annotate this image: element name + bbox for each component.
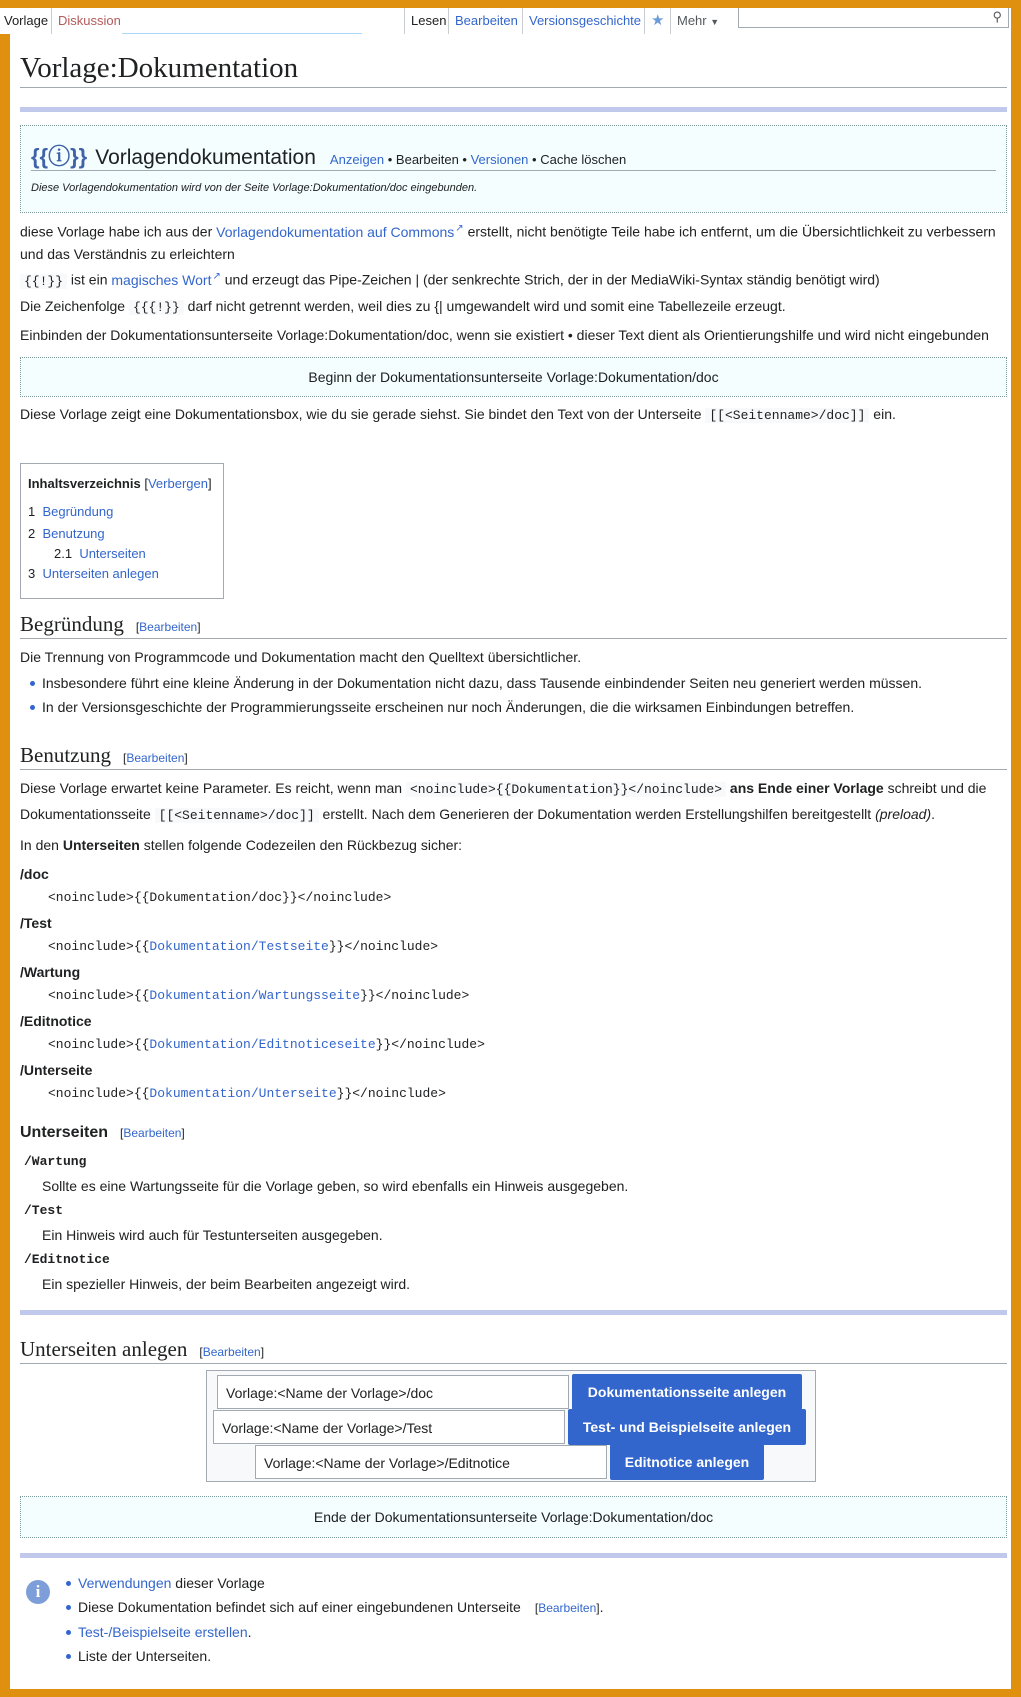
create-editnotice-button[interactable]: Editnotice anlegen [610,1444,764,1480]
doc-box-title: Vorlagendokumentation [95,146,316,169]
footer-list [56,1571,603,1668]
list-item: Liste der Unterseiten. [56,1644,603,1668]
commons-link[interactable]: Vorlagendokumentation auf Commons ↗ [216,224,464,240]
definition-term: /doc [20,866,49,882]
page-title: Vorlage:Dokumentation [20,52,1007,88]
chevron-down-icon: ▼ [710,17,720,27]
link-separator: • [528,152,541,167]
intro-paragraph-4: Einbinden der Dokumentationsunterseite Vorlage:Dokumentation/doc, wenn sie existiert • dieser Text dient als Orientierungshilfe und wird nicht eingebunden [20,327,989,343]
search-icon[interactable]: ⚲ [992,9,1002,24]
toc-item[interactable]: 2 Benutzung [28,526,105,541]
editnotice-input[interactable]: Vorlage:<Name der Vorlage>/Editnotice [255,1445,607,1479]
table-of-contents: Inhaltsverzeichnis [Verbergen] 1 Begründung 2 Benutzung 2.1 Unterseiten 3 Unterseiten anlegen [20,463,224,599]
definition-term: /Wartung [24,1154,87,1169]
link-separator: • [384,152,396,167]
definition-description: Ein spezieller Hinweis, der beim Bearbeiten angezeigt wird. [42,1276,411,1292]
section-heading-benutzung: Benutzung [Bearbeiten] [20,743,1007,770]
definition-code: <noinclude>{{Dokumentation/doc}}</noinclude> [48,890,392,905]
definition-description: Ein Hinweis wird auch für Testunterseiten ausgegeben. [42,1227,383,1243]
tab-lesen[interactable]: Lesen [404,8,452,34]
definition-term: /Editnotice [20,1013,92,1029]
begruendung-list [20,671,922,719]
subpage-code: [[<Seitenname>/doc]] [705,408,869,423]
toc-item[interactable]: 3 Unterseiten anlegen [28,566,159,581]
definition-code: <noinclude>{{Dokumentation/Unterseite}}</noinclude> [48,1086,446,1101]
doc-top-bar [20,107,1007,112]
tab-versionsgeschichte[interactable]: Versionsgeschichte [522,8,647,34]
doc-link-versionen[interactable]: Versionen [470,152,529,167]
definition-code: <noinclude>{{Dokumentation/Editnoticeseite}}</noinclude> [48,1037,485,1052]
footer-edit-link[interactable]: Bearbeiten [538,1601,597,1615]
tab-bearbeiten[interactable]: Bearbeiten [448,8,524,34]
begruendung-text: Die Trennung von Programmcode und Dokumentation macht den Quelltext übersichtlicher. [20,649,582,665]
definition-code: <noinclude>{{Dokumentation/Testseite}}</noinclude> [48,939,439,954]
toc-heading: Inhaltsverzeichnis [28,476,141,491]
template-link[interactable]: Dokumentation/doc [149,890,283,905]
list-item: In der Versionsgeschichte der Programmierungsseite erscheinen nur noch Änderungen, die die wirksamen Einbindungen betreffen. [20,695,922,719]
benutzung-paragraph-2: In den Unterseiten stellen folgende Codezeilen den Rückbezug sicher: [20,837,463,853]
page-frame [4,8,1011,1689]
toc-toggle[interactable]: Verbergen [147,476,208,491]
intro-paragraph-1: diese Vorlage habe ich aus der Vorlagendokumentation auf Commons ↗ erstellt, nicht benötigte Teile habe ich entfernt, um die Übersichtlichkeit zu verbessern und das Verständnis zu erleichtern [20,218,1005,265]
section-heading-begruendung: Begründung [Bearbeiten] [20,612,1007,639]
subpages-list-link[interactable]: Liste der Unterseiten [78,1648,208,1664]
create-test-page-button[interactable]: Test- und Beispielseite anlegen [568,1409,806,1445]
description-paragraph: Diese Vorlage zeigt eine Dokumentationsbox, wie du sie gerade siehst. Sie bindet den Text von der Unterseite [[<Seitenname>/doc]] ein. [20,406,896,423]
list-item: Diese Dokumentation befindet sich auf einer eingebundenen Unterseite [Bearbeiten]. [56,1595,603,1620]
doc-box-links [330,152,626,167]
definition-term: /Test [24,1203,64,1218]
table-code: {{{!}} [129,300,184,315]
test-page-input[interactable]: Vorlage:<Name der Vorlage>/Test [213,1410,565,1444]
template-link[interactable]: Dokumentation/Editnoticeseite [149,1037,376,1052]
definition-term: /Unterseite [20,1062,93,1078]
search-input[interactable] [738,8,1009,28]
subpage-code: [[<Seitenname>/doc]] [155,808,319,823]
template-link[interactable]: Dokumentation/Testseite [149,939,329,954]
section-divider-bar [20,1310,1007,1315]
definition-term: /Wartung [20,964,81,980]
tab-underline [122,33,362,34]
tab-bar [4,8,1011,34]
toc-item[interactable]: 2.1 Unterseiten [54,546,146,561]
doc-link-bearbeiten[interactable]: Bearbeiten [395,152,459,167]
doc-link-anzeigen[interactable]: Anzeigen [329,152,385,167]
usages-link[interactable]: Verwendungen [78,1575,172,1591]
definition-term: /Editnotice [24,1252,110,1267]
list-item: Insbesondere führt eine kleine Änderung in der Dokumentation nicht dazu, dass Tausende einbindender Seiten neu generiert werden müssen. [20,671,922,695]
edit-section-link[interactable]: Bearbeiten [126,751,185,765]
doc-box-divider [31,170,996,171]
benutzung-paragraph-1: Diese Vorlage erwartet keine Parameter. Es reicht, wenn man <noinclude>{{Dokumentation}}</noinclude> ans Ende einer Vorlage schreibt und die Dokumentationsseite [[<Seitenname>/doc]] erstellt. Nach dem Generieren der Dokumentation werden Erstellungshilfen bereitgestellt (preload). [20,780,987,823]
definition-term: /Test [20,915,52,931]
template-doc-box [20,125,1007,213]
definition-code: <noinclude>{{Dokumentation/Wartungsseite}}</noinclude> [48,988,470,1003]
list-item: Verwendungen dieser Vorlage [56,1571,603,1595]
definition-description: Sollte es eine Wartungsseite für die Vorlage geben, so wird ebenfalls ein Hinweis ausgegeben. [42,1178,629,1194]
subsection-heading-unterseiten: Unterseiten [Bearbeiten] [20,1124,185,1141]
edit-section-link[interactable]: Bearbeiten [202,1345,261,1359]
noinclude-code: <noinclude>{{Dokumentation}}</noinclude> [406,782,726,797]
info-icon: i [26,1580,50,1604]
doc-note-link[interactable]: Vorlage:Dokumentation/doc [272,182,408,194]
end-doc-link[interactable]: Vorlage:Dokumentation/doc [541,1509,714,1525]
end-doc-box: Ende der Dokumentationsunterseite Vorlage:Dokumentation/doc [20,1496,1007,1538]
edit-section-link[interactable]: Bearbeiten [139,620,198,634]
section-heading-anlegen: Unterseiten anlegen [Bearbeiten] [20,1337,1007,1364]
list-item: Test-/Beispielseite erstellen. [56,1620,603,1644]
pipe-code: {{!}} [20,274,67,289]
doc-link-cache[interactable]: Cache löschen [540,152,627,167]
intro-paragraph-2: {{!}} ist ein magisches Wort ↗ und erzeugt das Pipe-Zeichen | (der senkrechte Strich, der in der MediaWiki-Syntax ständig benötigt wird) [20,266,1005,293]
tab-mehr[interactable]: Mehr ▼ [670,8,725,34]
begin-doc-box: Beginn der Dokumentationsunterseite Vorlage:Dokumentation/doc [20,357,1007,397]
template-link[interactable]: Dokumentation/Unterseite [149,1086,337,1101]
edit-section-link[interactable]: Bearbeiten [123,1126,182,1140]
magic-word-link[interactable]: magisches Wort ↗ [111,272,221,288]
template-link[interactable]: Dokumentation/Wartungsseite [149,988,361,1003]
doc-page-input[interactable]: Vorlage:<Name der Vorlage>/doc [217,1375,569,1409]
footer-top-bar [20,1553,1007,1558]
create-test-page-link[interactable]: Test-/Beispielseite erstellen [78,1624,248,1640]
tab-diskussion[interactable]: Diskussion [51,8,127,34]
subpage-link[interactable]: auf einer eingebundenen Unterseite [298,1599,521,1615]
create-doc-page-button[interactable]: Dokumentationsseite anlegen [572,1374,802,1410]
doc-subpage-link[interactable]: Vorlage:Dokumentation/doc [276,327,449,343]
link-separator: • [458,152,471,167]
create-subpages-form [206,1370,816,1482]
intro-paragraph-3: Die Zeichenfolge {{{!}} darf nicht getrennt werden, weil dies zu {| umgewandelt wird und somit eine Tabellezeile erzeugt. [20,298,786,315]
doc-box-note: Diese Vorlagendokumentation wird von der Seite Vorlage:Dokumentation/doc eingebunden. [31,182,478,194]
watch-star-icon[interactable]: ★ [644,8,670,34]
info-template-icon: {{ⓘ}} [31,144,88,169]
toc-item[interactable]: 1 Begründung [28,504,114,519]
begin-doc-link[interactable]: Vorlage:Dokumentation/doc [546,369,719,385]
tab-vorlage[interactable]: Vorlage [0,8,54,34]
